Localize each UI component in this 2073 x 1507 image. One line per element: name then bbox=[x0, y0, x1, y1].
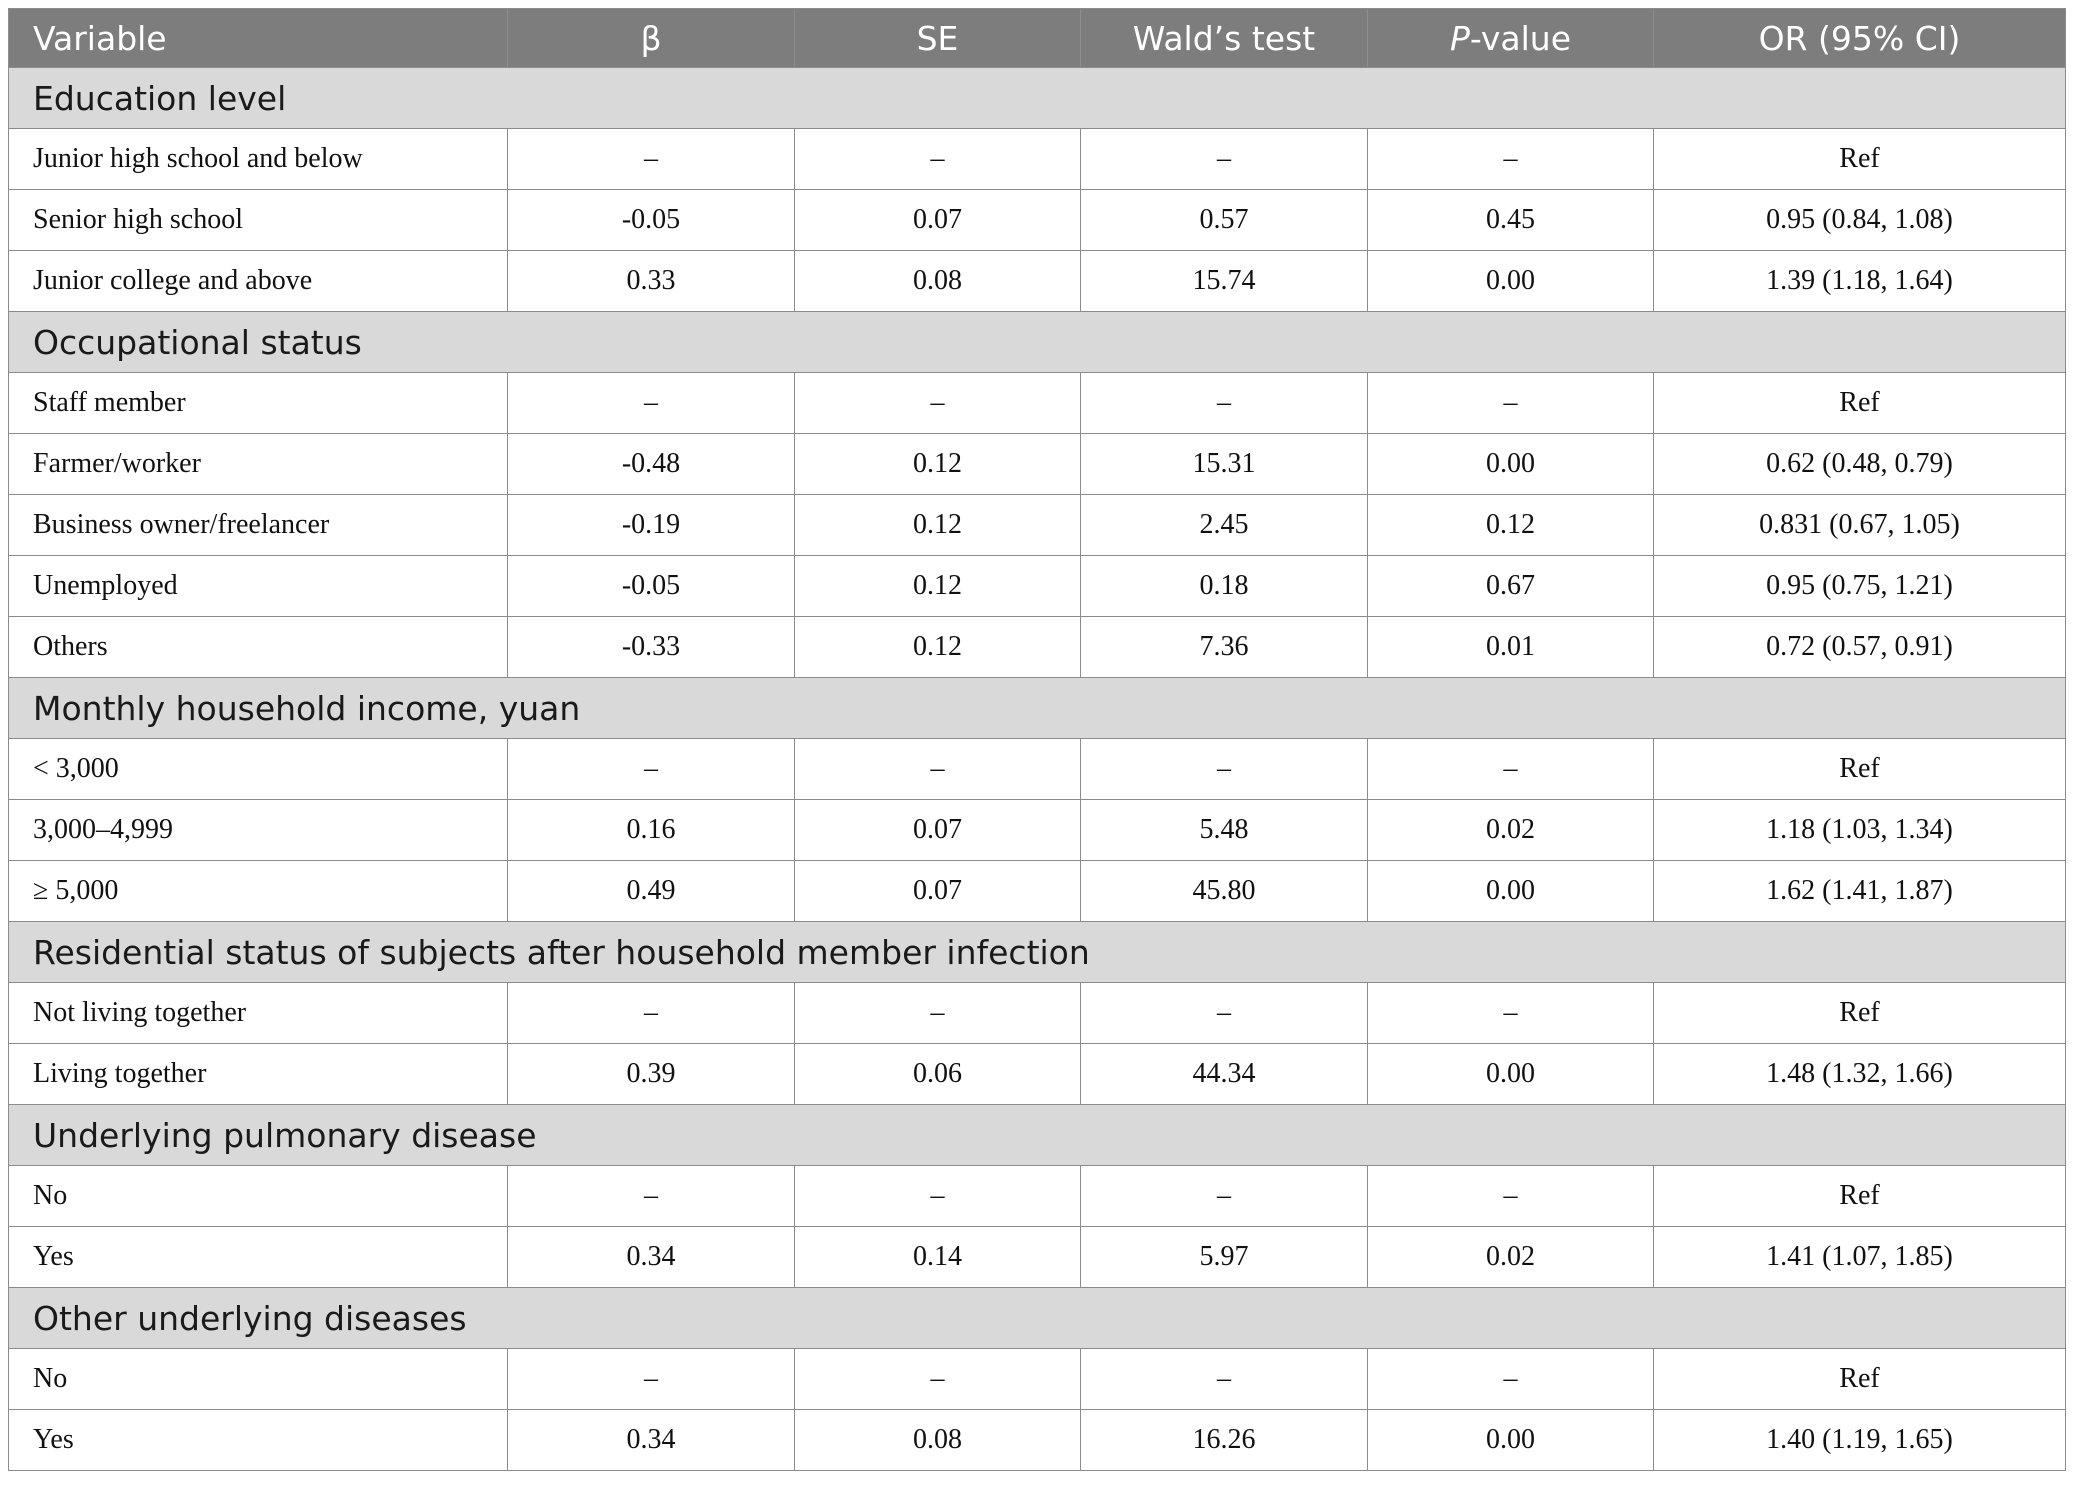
header-variable: Variable bbox=[9, 9, 508, 68]
table-row bbox=[9, 739, 2066, 800]
table-row bbox=[9, 1410, 2066, 1471]
cell-p-value: 0.45 bbox=[1368, 190, 1654, 251]
cell-or-ci: 0.95 (0.84, 1.08) bbox=[1654, 190, 2066, 251]
cell-wald: 44.34 bbox=[1081, 1044, 1368, 1105]
table-header bbox=[9, 9, 2066, 68]
table-row bbox=[9, 556, 2066, 617]
cell-p-value: – bbox=[1368, 129, 1654, 190]
table-row bbox=[9, 1227, 2066, 1288]
cell-beta: 0.34 bbox=[508, 1227, 795, 1288]
cell-beta: -0.05 bbox=[508, 556, 795, 617]
cell-beta: – bbox=[508, 129, 795, 190]
cell-p-value: 0.00 bbox=[1368, 861, 1654, 922]
table-row bbox=[9, 1349, 2066, 1410]
cell-wald: – bbox=[1081, 129, 1368, 190]
table-row bbox=[9, 1166, 2066, 1227]
cell-se: – bbox=[795, 373, 1081, 434]
cell-se: 0.12 bbox=[795, 556, 1081, 617]
cell-beta: -0.05 bbox=[508, 190, 795, 251]
cell-wald: – bbox=[1081, 1166, 1368, 1227]
cell-p-value: – bbox=[1368, 373, 1654, 434]
cell-or-ci: 1.39 (1.18, 1.64) bbox=[1654, 251, 2066, 312]
cell-wald: 2.45 bbox=[1081, 495, 1368, 556]
header-or-ci: OR (95% CI) bbox=[1654, 9, 2066, 68]
header-p-value bbox=[1368, 9, 1654, 68]
cell-variable: Farmer/worker bbox=[9, 434, 508, 495]
table-row bbox=[9, 190, 2066, 251]
cell-wald: 0.57 bbox=[1081, 190, 1368, 251]
cell-se: 0.12 bbox=[795, 495, 1081, 556]
cell-or-ci: Ref bbox=[1654, 129, 2066, 190]
cell-variable: Senior high school bbox=[9, 190, 508, 251]
cell-variable: Staff member bbox=[9, 373, 508, 434]
regression-table-container bbox=[8, 8, 2065, 1471]
cell-variable: ≥ 5,000 bbox=[9, 861, 508, 922]
table-row bbox=[9, 373, 2066, 434]
cell-or-ci: 0.831 (0.67, 1.05) bbox=[1654, 495, 2066, 556]
table-row bbox=[9, 800, 2066, 861]
cell-or-ci: 1.62 (1.41, 1.87) bbox=[1654, 861, 2066, 922]
cell-se: – bbox=[795, 1349, 1081, 1410]
cell-p-value: 0.01 bbox=[1368, 617, 1654, 678]
table-body bbox=[9, 68, 2066, 1471]
cell-variable: Unemployed bbox=[9, 556, 508, 617]
section-title: Monthly household income, yuan bbox=[9, 678, 2066, 739]
cell-beta: 0.16 bbox=[508, 800, 795, 861]
cell-beta: 0.34 bbox=[508, 1410, 795, 1471]
table-row bbox=[9, 1044, 2066, 1105]
cell-p-value: 0.67 bbox=[1368, 556, 1654, 617]
cell-se: 0.07 bbox=[795, 800, 1081, 861]
header-p-rest: -value bbox=[1469, 18, 1572, 58]
cell-beta: 0.33 bbox=[508, 251, 795, 312]
header-wald: Wald’s test bbox=[1081, 9, 1368, 68]
cell-p-value: 0.00 bbox=[1368, 251, 1654, 312]
section-header-row bbox=[9, 1105, 2066, 1166]
table-row bbox=[9, 129, 2066, 190]
cell-wald: – bbox=[1081, 739, 1368, 800]
cell-beta: -0.48 bbox=[508, 434, 795, 495]
cell-se: 0.07 bbox=[795, 190, 1081, 251]
cell-beta: 0.39 bbox=[508, 1044, 795, 1105]
table-row bbox=[9, 495, 2066, 556]
cell-variable: Junior college and above bbox=[9, 251, 508, 312]
cell-beta: -0.33 bbox=[508, 617, 795, 678]
cell-wald: 7.36 bbox=[1081, 617, 1368, 678]
table-row bbox=[9, 617, 2066, 678]
cell-beta: – bbox=[508, 983, 795, 1044]
cell-p-value: 0.00 bbox=[1368, 1410, 1654, 1471]
cell-se: 0.14 bbox=[795, 1227, 1081, 1288]
cell-p-value: – bbox=[1368, 983, 1654, 1044]
section-title: Underlying pulmonary disease bbox=[9, 1105, 2066, 1166]
section-header-row bbox=[9, 678, 2066, 739]
cell-variable: Junior high school and below bbox=[9, 129, 508, 190]
cell-wald: – bbox=[1081, 373, 1368, 434]
cell-p-value: – bbox=[1368, 1166, 1654, 1227]
table-row bbox=[9, 861, 2066, 922]
cell-se: – bbox=[795, 983, 1081, 1044]
cell-p-value: 0.02 bbox=[1368, 800, 1654, 861]
cell-se: – bbox=[795, 129, 1081, 190]
cell-or-ci: Ref bbox=[1654, 1166, 2066, 1227]
cell-variable: Yes bbox=[9, 1227, 508, 1288]
cell-variable: Not living together bbox=[9, 983, 508, 1044]
cell-variable: Yes bbox=[9, 1410, 508, 1471]
cell-beta: -0.19 bbox=[508, 495, 795, 556]
cell-or-ci: Ref bbox=[1654, 1349, 2066, 1410]
header-p-italic: P bbox=[1449, 18, 1470, 58]
cell-variable: 3,000–4,999 bbox=[9, 800, 508, 861]
cell-p-value: 0.02 bbox=[1368, 1227, 1654, 1288]
cell-beta: – bbox=[508, 739, 795, 800]
cell-or-ci: Ref bbox=[1654, 983, 2066, 1044]
table-row bbox=[9, 434, 2066, 495]
section-header-row bbox=[9, 68, 2066, 129]
cell-variable: Others bbox=[9, 617, 508, 678]
section-header-row bbox=[9, 312, 2066, 373]
cell-se: 0.12 bbox=[795, 617, 1081, 678]
section-title: Residential status of subjects after household member infection bbox=[9, 922, 2066, 983]
cell-or-ci: Ref bbox=[1654, 739, 2066, 800]
table-row bbox=[9, 251, 2066, 312]
cell-wald: 16.26 bbox=[1081, 1410, 1368, 1471]
regression-table bbox=[8, 8, 2066, 1471]
cell-or-ci: 1.18 (1.03, 1.34) bbox=[1654, 800, 2066, 861]
cell-se: – bbox=[795, 739, 1081, 800]
cell-wald: – bbox=[1081, 1349, 1368, 1410]
section-title: Occupational status bbox=[9, 312, 2066, 373]
cell-p-value: 0.12 bbox=[1368, 495, 1654, 556]
cell-se: 0.06 bbox=[795, 1044, 1081, 1105]
cell-variable: No bbox=[9, 1166, 508, 1227]
cell-wald: 15.74 bbox=[1081, 251, 1368, 312]
cell-or-ci: 0.72 (0.57, 0.91) bbox=[1654, 617, 2066, 678]
cell-se: 0.08 bbox=[795, 251, 1081, 312]
header-row bbox=[9, 9, 2066, 68]
cell-wald: 0.18 bbox=[1081, 556, 1368, 617]
section-header-row bbox=[9, 922, 2066, 983]
cell-se: 0.07 bbox=[795, 861, 1081, 922]
cell-wald: 5.97 bbox=[1081, 1227, 1368, 1288]
cell-variable: No bbox=[9, 1349, 508, 1410]
cell-or-ci: 0.62 (0.48, 0.79) bbox=[1654, 434, 2066, 495]
cell-variable: Business owner/freelancer bbox=[9, 495, 508, 556]
cell-or-ci: 0.95 (0.75, 1.21) bbox=[1654, 556, 2066, 617]
cell-beta: – bbox=[508, 1349, 795, 1410]
cell-beta: – bbox=[508, 373, 795, 434]
table-row bbox=[9, 983, 2066, 1044]
cell-beta: – bbox=[508, 1166, 795, 1227]
section-title: Other underlying diseases bbox=[9, 1288, 2066, 1349]
cell-p-value: 0.00 bbox=[1368, 434, 1654, 495]
cell-or-ci: 1.48 (1.32, 1.66) bbox=[1654, 1044, 2066, 1105]
cell-p-value: – bbox=[1368, 1349, 1654, 1410]
header-se: SE bbox=[795, 9, 1081, 68]
cell-se: 0.12 bbox=[795, 434, 1081, 495]
section-header-row bbox=[9, 1288, 2066, 1349]
cell-beta: 0.49 bbox=[508, 861, 795, 922]
section-title: Education level bbox=[9, 68, 2066, 129]
header-beta: β bbox=[508, 9, 795, 68]
cell-p-value: – bbox=[1368, 739, 1654, 800]
cell-or-ci: 1.40 (1.19, 1.65) bbox=[1654, 1410, 2066, 1471]
cell-wald: 15.31 bbox=[1081, 434, 1368, 495]
cell-wald: 5.48 bbox=[1081, 800, 1368, 861]
cell-variable: Living together bbox=[9, 1044, 508, 1105]
cell-wald: 45.80 bbox=[1081, 861, 1368, 922]
cell-or-ci: Ref bbox=[1654, 373, 2066, 434]
cell-se: – bbox=[795, 1166, 1081, 1227]
cell-or-ci: 1.41 (1.07, 1.85) bbox=[1654, 1227, 2066, 1288]
cell-variable: < 3,000 bbox=[9, 739, 508, 800]
cell-p-value: 0.00 bbox=[1368, 1044, 1654, 1105]
cell-wald: – bbox=[1081, 983, 1368, 1044]
cell-se: 0.08 bbox=[795, 1410, 1081, 1471]
